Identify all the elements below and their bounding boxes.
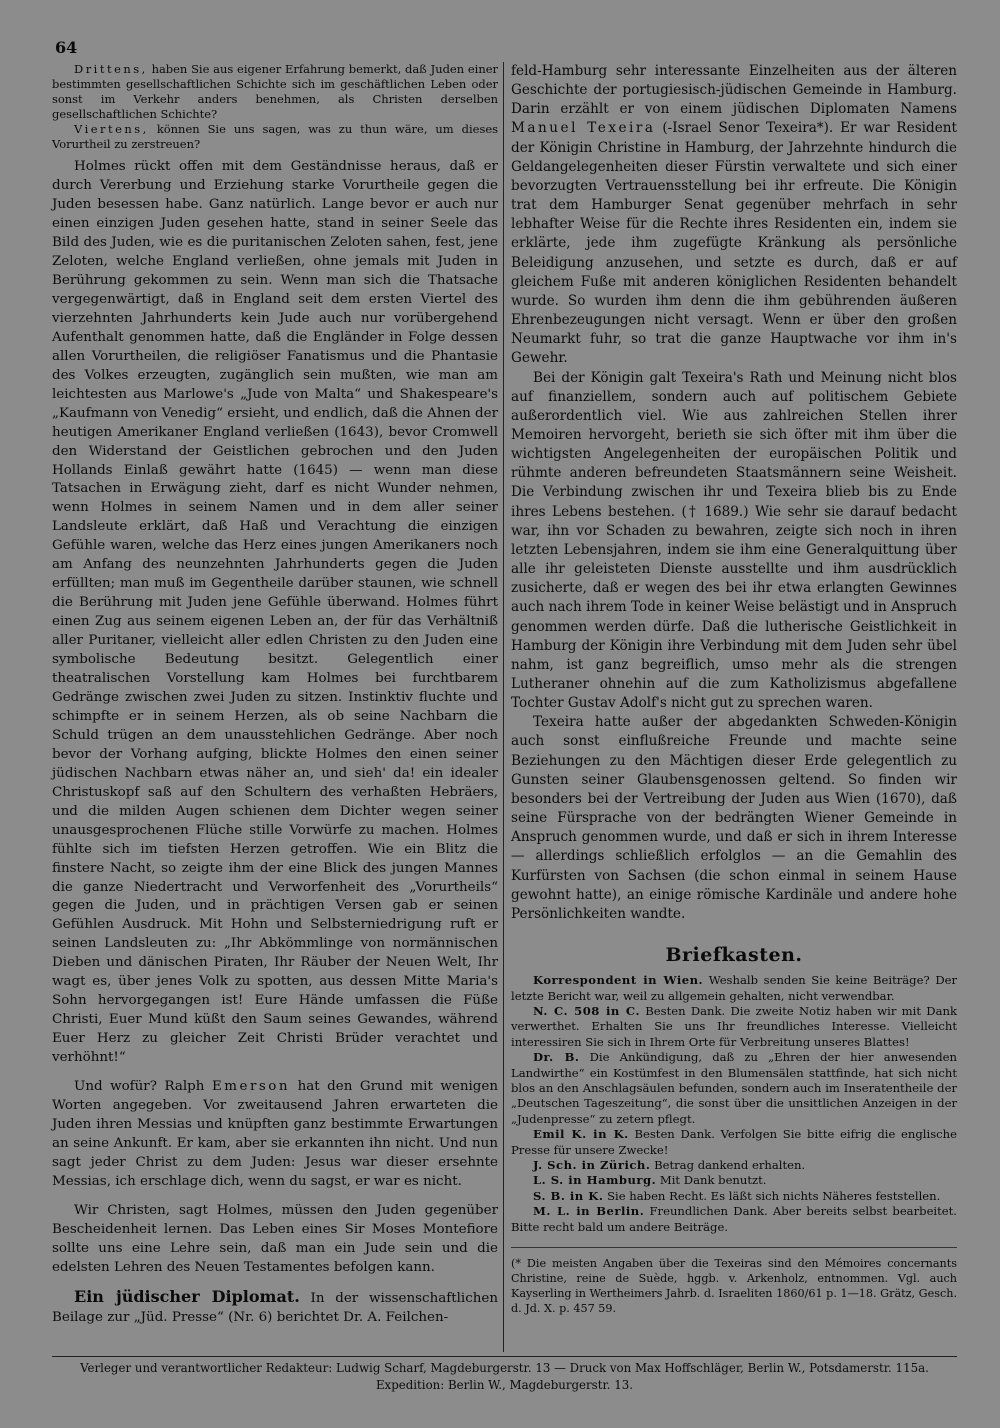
brief-text: Mit Dank benutzt. <box>659 1173 767 1188</box>
paragraph-friends: Texeira hatte außer der abgedankten Schweden-Königin auch sonst einflußreiche Freunde und machte seine Beziehungen zu den Mächtigen dieser Erde gelegentlich zu Gunsten seiner Glaubensgenossen geltend. So finden wir besonders bei der Vertreibung der Juden aus Wien (1670), daß seine Fürsprache von der bedrängten Wiener Gemeinde in Anspruch genommen wurde, und daß er sich in ihrem Interesse — allerdings schließlich erfolglos — an die Gemahlin des Kurfürsten von Sachsen (die schon einmal in seinem Hause gewohnt hatte), an einige römische Kardinäle und andere hohe Persönlichkeiten wandte. <box>511 714 957 922</box>
brief-text: Besten Dank. Verfolgen Sie bitte eifrig die englische Presse für unsere Zwecke! <box>511 1127 957 1157</box>
brief-address: Korrespondent in Wien. <box>533 973 704 988</box>
left-column <box>52 62 498 1327</box>
paragraph-diplomat-intro-text: In der wissenschaftlichen Beilage zur „Jüd. Presse“ (Nr. 6) berichtet Dr. A. Feilchen- <box>52 1290 498 1325</box>
brief-address: L. S. in Hamburg. <box>533 1173 657 1188</box>
paragraph-emerson-name: Emerson <box>211 1079 291 1095</box>
brief-entry <box>511 1173 957 1188</box>
paragraph-emerson <box>52 1078 498 1192</box>
paragraph-texeira-a: feld-Hamburg sehr interessante Einzelheiten aus der älteren Geschichte der portugiesisch-jüdischen Gemeinde in Hamburg. Darin erzählt er von einem jüdischen Diplomaten Namens <box>511 63 957 118</box>
brief-address: M. L. in Berlin. <box>533 1204 645 1219</box>
brief-entry <box>511 1189 957 1204</box>
paragraph-montefiore: Wir Christen, sagt Holmes, müssen den Juden gegenüber Bescheidenheit lernen. Das Leben eines Sir Moses Montefiore sollte uns eine Lehre sein, daß man ein Jude sein und die edelsten Lehren des Neuen Testamentes befolgen kann. <box>52 1202 498 1275</box>
paragraph-texeira-b: (-Israel Senor Texeira*). Er war Resident der Königin Christine in Hamburg, der Jahrzehnte hindurch die Geldangelegenheiten dieser Fürstin verwaltete und sich einer bevorzugten Vertrauensstellung bei ihr erfreute. Die Königin trat dem Hamburger Senat gegenüber mehrfach in sehr lebhafter Weise für die Rechte ihres Residenten ein, indem sie erklärte, jede ihm zugefügte Kränkung als persönliche Beleidigung anzusehen, und setzte es durch, daß er auf gleichem Fuße mit anderen königlichen Residenten behandelt wurde. So wurden ihm denn die ihm gebührenden äußeren Ehrenbezeugungen nicht versagt. Wenn er über den großen Neumarkt fuhr, so trat die ganze Hauptwache vor ihm in's Gewehr. <box>511 120 957 367</box>
brief-address: Dr. B. <box>533 1050 580 1065</box>
brief-entry <box>511 1127 957 1158</box>
question-four-lead: Viertens, <box>74 122 149 137</box>
brief-address: J. Sch. in Zürich. <box>533 1158 651 1173</box>
brief-text: Freundlichen Dank. Aber bereits selbst bearbeitet. Bitte recht bald um andere Beiträge. <box>511 1204 957 1234</box>
brief-text: Betrag dankend erhalten. <box>654 1158 806 1173</box>
imprint <box>52 1360 957 1394</box>
paragraph-texeira <box>511 62 957 369</box>
column-divider <box>503 62 504 1352</box>
brief-text: Die Ankündigung, daß zu „Ehren der hier anwesenden Landwirthe“ ein Kostümfest in den Blumensälen stattfinde, hat sich nicht blos an den Anschlagsäulen befunden, sondern auch im Inseratentheile der „Deutschen Tageszeitung“, die sonst über die unsittlichen Anzeigen in der „Judenpresse“ zu zetern pflegt. <box>511 1050 958 1126</box>
paragraph-holmes: Holmes rückt offen mit dem Geständnisse heraus, daß er durch Vererbung und Erziehung starke Vorurtheile gegen die Juden besessen habe. Ganz natürlich. Lange bevor er auch nur einen einzigen Juden gesehen hatte, stand in seiner Seele das Bild des Juden, wie es die puritanischen Zeloten sahen, fest, jene Zeloten, welche England verließen, ohne jemals mit Juden in Berührung gekommen zu sein. Wenn man sich die Thatsache vergegenwärtigt, daß in England seit dem ersten Viertel des vierzehnten Jahrhunderts kein Jude auch nur vorübergehend Aufenthalt genommen hatte, daß die Engländer in Folge dessen allen Vorurtheilen, die religiöser Fanatismus und die Phantasie des Volkes erzeugten, zugänglich sein mußten, wie man am leichtesten aus Marlowe's „Jude von Malta“ und Shakespeare's „Kaufmann von Venedig“ ersieht, und endlich, daß die Ahnen der heutigen Amerikaner England verließen (1643), bevor Cromwell den Widerstand der Geistlichen gebrochen und den Juden Hollands Einlaß gewährt hatte (1645) — wenn man diese Tatsachen in Erwägung zieht, darf es nicht Wunder nehmen, wenn Holmes in seinem Namen und in dem aller seiner Landsleute erklärt, daß Haß und Verachtung die einzigen Gefühle waren, welche das Herz eines jungen Amerikaners noch am Anfang des neunzehnten Jahrhunderts gegen die Juden erfüllten; man muß im Gegentheile darüber staunen, wie schnell die Berührung mit Juden jene Gefühle überwand. Holmes führt einen Zug aus seinem eigenen Leben an, der für das Verhältniß aller Puritaner, vielleicht aller edlen Christen zu den Juden eine symbolische Bedeutung besitzt. Gelegentlich einer theatralischen Vorstellung kam Holmes bei furchtbarem Gedränge zwischen zwei Juden zu sitzen. Instinktiv fluchte und schimpfte er in seinem Herzen, als ob seine Nachbarn die Schuld trügen an dem unausstehlichen Gedränge. Aber noch bevor der Vorhang aufging, blickte Holmes den einen seiner jüdischen Nachbarn etwas näher an, und sieh' da! ein idealer Christuskopf saß auf den Schultern des verhaßten Hebräers, und die milden Augen schienen dem Dichter wegen seiner unausgesprochenen Flüche stille Vorwürfe zu machen. Holmes fühlte sich im tiefsten Herzen getroffen. Wie ein Blitz die finstere Nacht, so zeigte ihm der eine Blick des jungen Mannes die ganze Niedertracht und Verworfenheit des „Vorurtheils“ gegen die Juden, und in prächtigen Versen gab er seinen Gefühlen Ausdruck. Mit Hohn und Selbsterniedrigung ruft er seinen Landsleuten zu: „Ihr Abkömmlinge von normännischen Dieben und dänischen Piraten, Ihr Räuber der Neuen Welt, Ihr wagt es, über jenes Volk zu spotten, aus dessen Mitte Maria's Sohn hervorgegangen ist! Eure Hände umfassen die Füße Christi, Euer Mund küßt den Saum seines Gewandes, während Euer Herz zu gleicher Zeit Christi Brüder verachtet und verhöhnt!“ <box>52 159 498 1066</box>
brief-text: Weshalb senden Sie keine Beiträge? Der letzte Bericht war, weil zu allgemein gehalten, nicht verwendbar. <box>511 973 958 1003</box>
paragraph-diplomat-intro <box>52 1288 498 1328</box>
footnote: (* Die meisten Angaben über die Texeiras sind den Mémoires concernants Christine, reine de Suède, hggb. v. Arkenholz, entnommen. Vgl. auch Kayserling in Wertheimers Jahrb. d. Israeliten 1860/61 p. 1—18. Grätz, Gesch. d. Jd. X. p. 457 59. <box>511 1247 957 1316</box>
paragraph-texeira-name: Manuel Texeira <box>511 120 656 137</box>
brief-entry <box>511 1204 957 1235</box>
briefkasten-title: Briefkasten. <box>665 944 803 967</box>
brief-text: Besten Dank. Die zweite Notiz haben wir mit Dank verwerthet. Erhalten Sie uns Ihr freundliches Interesse. Vielleicht interessiren Sie sich in Ihrem Orte für Verbreitung unseres Blattes! <box>511 1004 957 1049</box>
brief-address: N. C. 508 in C. <box>533 1004 640 1018</box>
question-four-text: können Sie uns sagen, was zu thun wäre, um dieses Vorurtheil zu zerstreuen? <box>52 122 498 152</box>
paragraph-queen: Bei der Königin galt Texeira's Rath und Meinung nicht blos auf finanziellem, sondern auch auf politischem Gebiete außerordentlich viel. Wie aus zahlreichen Stellen ihrer Memoiren hervorgeht, berieth sie sich öfter mit ihm über die wichtigsten Angelegenheiten der europäischen Politik und rühmte anderen befreundeten Staatsmännern seine Weisheit. Die Verbindung zwischen ihr und Texeira blieb bis zu Ende ihres Lebens bestehen. († 1689.) Wie sehr sie darauf bedacht war, ihn vor Schaden zu bewahren, zeigte sich noch in ihren letzten Lebensjahren, indem sie ihm eine Generalquittung über alle ihr geleisteten Dienste ausstellte und ihm ausdrücklich zusicherte, daß er wegen des bei ihr etwa erlangten Gewinnes auch nach ihrem Tode in keiner Weise belästigt und in Anspruch genommen werden dürfe. Daß die lutherische Geistlichkeit in Hamburg der Königin ihre Verbindung mit dem Juden sehr übel nahm, ist ganz begreiflich, umso mehr als die strengen Lutheraner ohnehin auf die zum Katholizismus abgefallene Tochter Gustav Adolf's nicht gut zu sprechen waren. <box>511 369 957 712</box>
brief-entry <box>511 1004 957 1050</box>
paragraph-emerson-post: hat den Grund mit wenigen Worten angegeben. Vor zweitausend Jahren erwarteten die Juden ihren Messias und knüpften ganz bestimmte Erwartungen an seine Ankunft. Er kam, aber sie erkannten ihn nicht. Und nun sagt jeder Christ zu dem Juden: Jesus war dieser ersehnte Messias, ich erschlage dich, wenn du sagst, er war es nicht. <box>52 1079 498 1189</box>
footer-divider <box>52 1356 957 1357</box>
paragraph-emerson-pre: Und wofür? Ralph <box>74 1079 205 1095</box>
brief-address: Emil K. in K. <box>533 1127 629 1142</box>
brief-entry <box>511 1050 957 1127</box>
brief-entry <box>511 973 957 1004</box>
question-three <box>52 62 498 122</box>
brief-entry <box>511 1158 957 1173</box>
question-three-lead: Drittens, <box>74 62 148 76</box>
section-title-diplomat: Ein jüdischer Diplomat. <box>74 1286 300 1306</box>
brief-address: S. B. in K. <box>533 1188 604 1203</box>
question-three-text: haben Sie aus eigener Erfahrung bemerkt, daß Juden einer bestimmten gesellschaftlichen Schichte sich im geschäftlichen Leben oder sonst im Verkehr anders benehmen, als Christen derselben gesellschaftlichen Schichte? <box>52 62 498 122</box>
question-four <box>52 122 498 152</box>
page-number: 64 <box>55 38 78 57</box>
briefkasten-section <box>511 946 957 1235</box>
brief-text: Sie haben Recht. Es läßt sich nichts Näheres feststellen. <box>607 1188 941 1203</box>
imprint-expedition-line: Expedition: Berlin W., Magdeburgerstr. 13. <box>375 1378 634 1392</box>
right-column <box>511 62 957 1316</box>
imprint-publisher-line: Verleger und verantwortlicher Redakteur: Ludwig Scharf, Magdeburgerstr. 13 — Druck von Max Hoffschläger, Berlin W., Potsdamerstr. 115a. <box>80 1361 929 1375</box>
